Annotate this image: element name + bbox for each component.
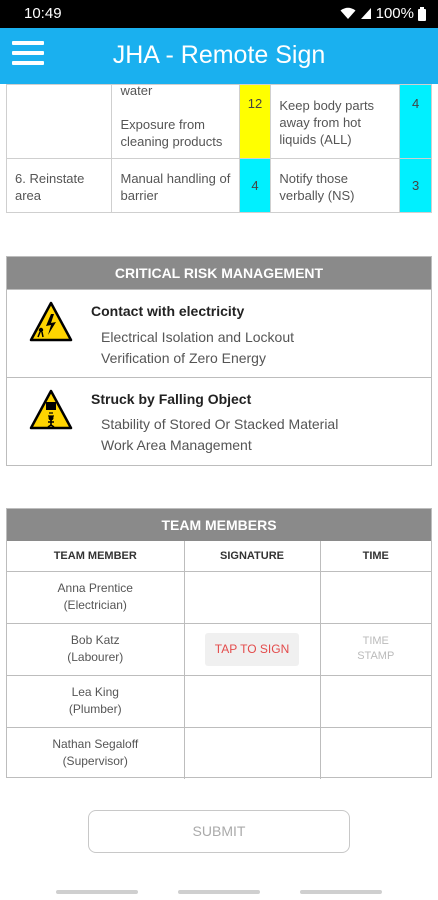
member-role: (Plumber) [68, 702, 122, 716]
member-cell [7, 623, 184, 675]
critical-risk-header: CRITICAL RISK MANAGEMENT [7, 257, 431, 289]
risk-rating-cell: 4 [239, 159, 271, 213]
control-measure: Stability of Stored Or Stacked Material [101, 416, 339, 432]
status-time: 10:49 [24, 5, 62, 22]
system-nav-bar [0, 886, 438, 900]
step-cell: 6. Reinstate area [7, 159, 112, 213]
residual-rating-cell: 3 [400, 159, 432, 213]
member-cell [7, 727, 184, 779]
risk-rating-cell: 12 [239, 85, 271, 159]
critical-risk-item[interactable] [7, 377, 431, 465]
critical-risk-name: Contact with electricity [91, 303, 245, 319]
signature-cell[interactable] [184, 571, 320, 623]
hazard-cell: water Exposure from cleaning products [112, 85, 239, 159]
column-header: TEAM MEMBER [7, 541, 184, 571]
control-cell: Notify those verbally (NS) [271, 159, 400, 213]
step-cell [7, 85, 112, 159]
control-measure: Verification of Zero Energy [101, 350, 266, 366]
wifi-icon [340, 7, 356, 20]
time-cell [320, 623, 431, 675]
signature-cell[interactable] [184, 675, 320, 727]
time-cell [320, 727, 431, 779]
battery-percent: 100% [375, 5, 414, 22]
member-role: (Electrician) [63, 598, 127, 612]
nav-indicator[interactable] [300, 890, 382, 894]
member-cell [7, 571, 184, 623]
member-name: Anna Prentice [57, 581, 133, 595]
signal-icon [360, 7, 372, 20]
signature-cell [184, 623, 320, 675]
critical-risk-item[interactable] [7, 289, 431, 377]
status-bar [0, 0, 438, 28]
member-name: Lea King [71, 685, 119, 699]
member-cell [7, 675, 184, 727]
control-measure: Electrical Isolation and Lockout [101, 329, 294, 345]
table-row [7, 727, 431, 779]
table-row [7, 85, 432, 159]
critical-risk-name: Struck by Falling Object [91, 391, 252, 407]
table-row [7, 623, 431, 675]
battery-icon [418, 7, 426, 21]
column-header: TIME [320, 541, 431, 571]
hazard-cell: Manual handling of barrier [112, 159, 239, 213]
time-cell [320, 675, 431, 727]
member-role: (Labourer) [67, 650, 124, 664]
submit-button[interactable]: SUBMIT [88, 810, 350, 853]
electric-hazard-icon [29, 300, 73, 344]
control-measure: Work Area Management [101, 437, 252, 453]
falling-object-hazard-icon [29, 388, 73, 432]
member-role: (Supervisor) [62, 754, 128, 769]
tap-to-sign-button[interactable]: TAP TO SIGN [205, 633, 299, 666]
team-table [7, 541, 431, 779]
table-header-row [7, 541, 431, 571]
team-members-section [6, 508, 432, 778]
table-row [7, 159, 432, 213]
signature-cell[interactable] [184, 727, 320, 779]
member-name: Bob Katz [70, 633, 120, 647]
critical-risk-section [6, 256, 432, 466]
page-title: JHA - Remote Sign [112, 41, 326, 69]
nav-indicator[interactable] [56, 890, 138, 894]
table-row [7, 675, 431, 727]
status-icons [340, 5, 426, 22]
team-members-header: TEAM MEMBERS [7, 509, 431, 541]
time-cell [320, 571, 431, 623]
column-header: SIGNATURE [184, 541, 320, 571]
control-cell: Keep body parts away from hot liquids (ALL) [271, 85, 400, 159]
member-name: Nathan Segaloff [52, 737, 139, 752]
nav-indicator[interactable] [178, 890, 260, 894]
risk-table [6, 84, 432, 213]
app-bar [0, 28, 438, 84]
time-stamp-placeholder: TIME STAMP [357, 635, 395, 662]
table-row [7, 571, 431, 623]
residual-rating-cell: 4 [400, 85, 432, 159]
